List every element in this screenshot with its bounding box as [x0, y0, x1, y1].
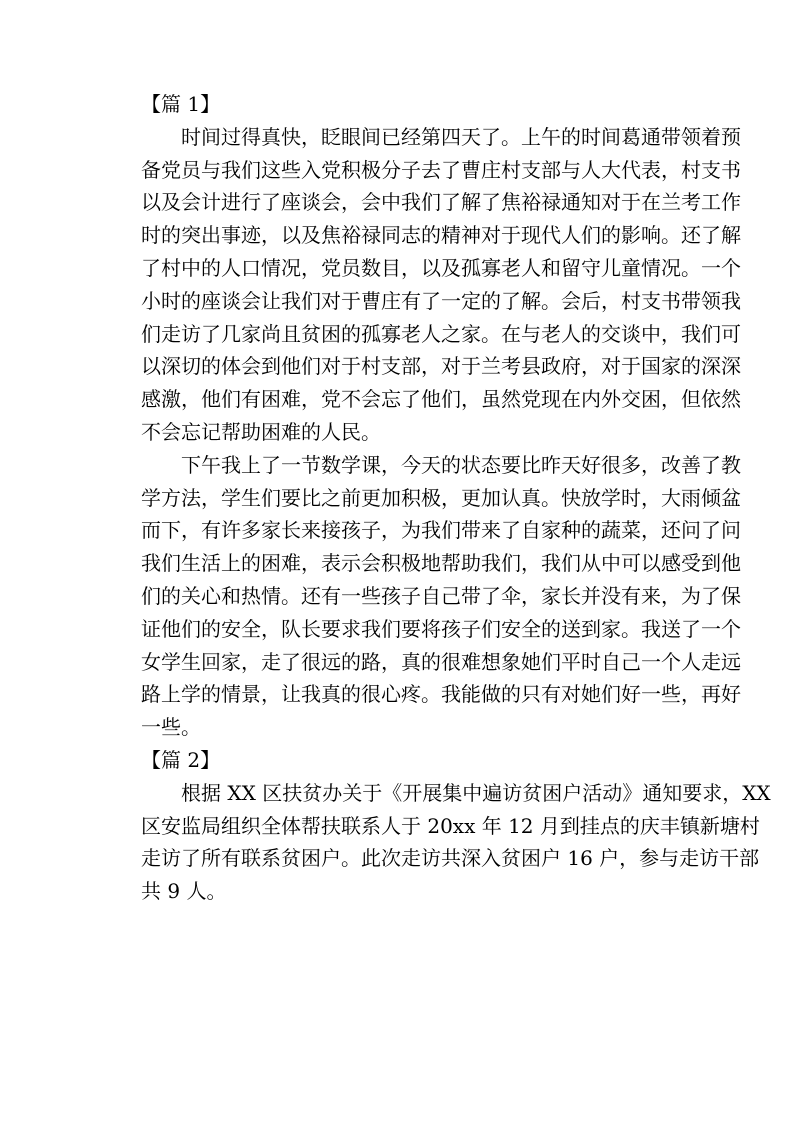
text-line: 一些。	[141, 715, 201, 740]
text-line: 走访了所有联系贫困户。此次走访共深入贫困户 16 户，参与走访干部	[141, 846, 760, 871]
text-line: 了村中的人口情况，党员数目，以及孤寡老人和留守儿童情况。一个	[141, 255, 741, 280]
text-line: 女学生回家，走了很远的路，真的很难想象她们平时自己一个人走远	[141, 649, 741, 674]
text-line: 学方法，学生们要比之前更加积极，更加认真。快放学时，大雨倾盆	[141, 485, 741, 510]
text-line: 时间过得真快，眨眼间已经第四天了。上午的时间葛通带领着预	[181, 124, 741, 149]
text-line: 共 9 人。	[141, 879, 227, 904]
text-line: 们的关心和热情。还有一些孩子自己带了伞，家长并没有来，为了保	[141, 583, 741, 608]
text-line: 根据 XX 区扶贫办关于《开展集中遍访贫困户活动》通知要求，XX	[181, 780, 771, 805]
section-heading: 【篇 2】	[141, 747, 221, 772]
text-line: 以及会计进行了座谈会，会中我们了解了焦裕禄通知对于在兰考工作	[141, 190, 741, 215]
text-line: 感激，他们有困难，党不会忘了他们，虽然党现在内外交困，但依然	[141, 387, 741, 412]
paragraph	[141, 121, 741, 449]
document-body	[141, 88, 771, 908]
paragraph	[141, 777, 771, 908]
section-2	[141, 744, 771, 908]
text-line: 以深切的体会到他们对于村支部，对于兰考县政府，对于国家的深深	[141, 354, 741, 379]
text-line: 小时的座谈会让我们对于曹庄有了一定的了解。会后，村支书带领我	[141, 288, 741, 313]
text-line: 备党员与我们这些入党积极分子去了曹庄村支部与人大代表，村支书	[141, 157, 741, 182]
text-line: 而下，有许多家长来接孩子，为我们带来了自家种的蔬菜，还问了问	[141, 518, 741, 543]
text-line: 时的突出事迹，以及焦裕禄同志的精神对于现代人们的影响。还了解	[141, 223, 741, 248]
text-line: 不会忘记帮助困难的人民。	[141, 419, 381, 444]
section-1	[141, 88, 741, 744]
paragraph	[141, 449, 741, 744]
text-line: 我们生活上的困难，表示会积极地帮助我们，我们从中可以感受到他	[141, 551, 741, 576]
text-line: 区安监局组织全体帮扶联系人于 20xx 年 12 月到挂点的庆丰镇新塘村	[141, 813, 760, 838]
text-line: 们走访了几家尚且贫困的孤寡老人之家。在与老人的交谈中，我们可	[141, 321, 741, 346]
text-line: 路上学的情景，让我真的很心疼。我能做的只有对她们好一些，再好	[141, 682, 741, 707]
text-line: 下午我上了一节数学课，今天的状态要比昨天好很多，改善了教	[181, 452, 741, 477]
text-line: 证他们的安全，队长要求我们要将孩子们安全的送到家。我送了一个	[141, 616, 741, 641]
section-heading: 【篇 1】	[141, 92, 221, 116]
